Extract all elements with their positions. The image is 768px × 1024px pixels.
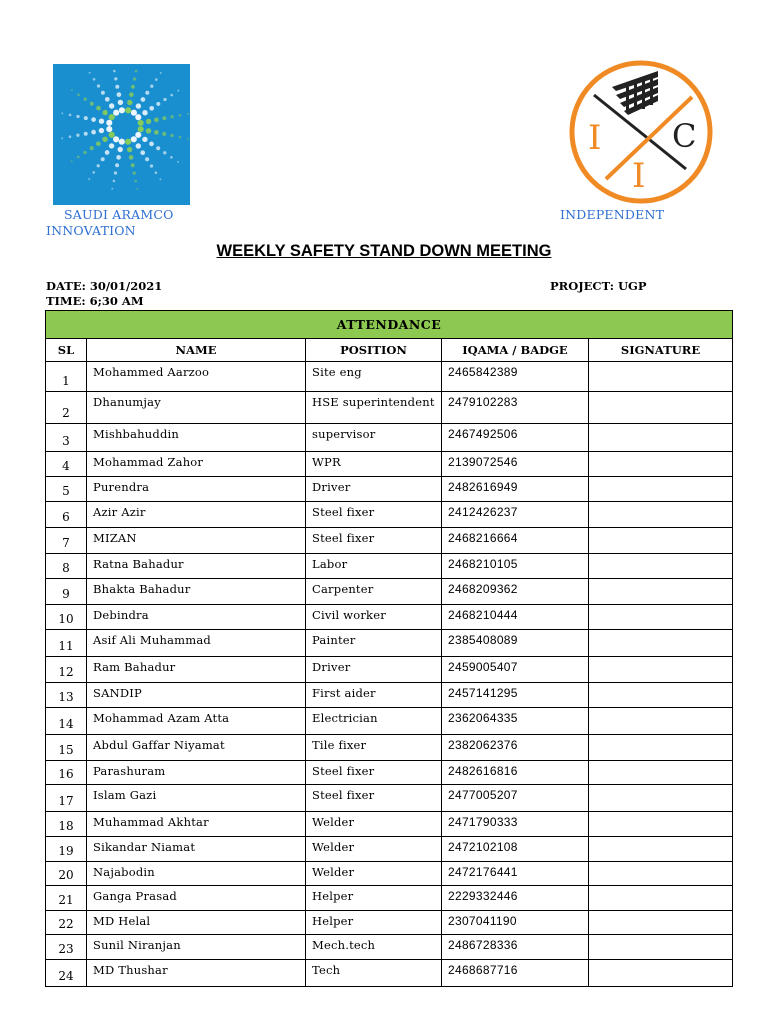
row-position: supervisor: [306, 424, 442, 452]
row-signature: [589, 528, 733, 554]
row-badge: 2482616949: [442, 477, 589, 502]
row-name: Najabodin: [87, 862, 306, 886]
row-sl: 6: [46, 502, 87, 528]
row-badge: 2468209362: [442, 579, 589, 605]
row-sl: 15: [46, 735, 87, 761]
row-position: WPR: [306, 452, 442, 477]
col-header-badge: IQAMA / BADGE: [442, 339, 589, 362]
table-row: [46, 735, 733, 761]
row-sl: 7: [46, 528, 87, 554]
table-row: [46, 935, 733, 960]
row-name: Dhanumjay: [87, 392, 306, 424]
col-header-sl: SL: [46, 339, 87, 362]
row-signature: [589, 911, 733, 935]
row-signature: [589, 735, 733, 761]
row-sl: 19: [46, 837, 87, 862]
table-row: [46, 812, 733, 837]
row-position: Welder: [306, 812, 442, 837]
row-sl: 23: [46, 935, 87, 960]
row-name: Purendra: [87, 477, 306, 502]
row-badge: 2472102108: [442, 837, 589, 862]
row-sl: 1: [46, 362, 87, 392]
row-signature: [589, 502, 733, 528]
row-badge: 2477005207: [442, 785, 589, 812]
row-signature: [589, 785, 733, 812]
row-signature: [589, 960, 733, 987]
row-badge: 2482616816: [442, 761, 589, 785]
row-name: MD Thushar: [87, 960, 306, 987]
row-sl: 13: [46, 683, 87, 708]
page-title: WEEKLY SAFETY STAND DOWN MEETING: [216, 242, 552, 260]
table-row: [46, 605, 733, 630]
table-row: [46, 452, 733, 477]
row-sl: 16: [46, 761, 87, 785]
ici-letter-3: I: [632, 156, 646, 196]
row-position: Steel fixer: [306, 528, 442, 554]
table-row: [46, 392, 733, 424]
row-signature: [589, 477, 733, 502]
row-name: Asif Ali Muhammad: [87, 630, 306, 657]
row-badge: 2139072546: [442, 452, 589, 477]
row-sl: 18: [46, 812, 87, 837]
row-signature: [589, 392, 733, 424]
table-row: [46, 785, 733, 812]
row-badge: 2479102283: [442, 392, 589, 424]
row-position: Steel fixer: [306, 785, 442, 812]
row-sl: 11: [46, 630, 87, 657]
row-position: Steel fixer: [306, 761, 442, 785]
table-row: [46, 554, 733, 579]
row-badge: 2385408089: [442, 630, 589, 657]
col-header-signature: SIGNATURE: [589, 339, 733, 362]
row-name: Ratna Bahadur: [87, 554, 306, 579]
attendance-table: [45, 310, 733, 987]
row-sl: 10: [46, 605, 87, 630]
row-badge: 2459005407: [442, 657, 589, 683]
row-name: Parashuram: [87, 761, 306, 785]
row-position: Helper: [306, 911, 442, 935]
row-signature: [589, 424, 733, 452]
table-row: [46, 657, 733, 683]
row-position: Electrician: [306, 708, 442, 735]
row-badge: 2471790333: [442, 812, 589, 837]
row-name: Azir Azir: [87, 502, 306, 528]
row-name: Abdul Gaffar Niyamat: [87, 735, 306, 761]
row-name: MD Helal: [87, 911, 306, 935]
row-sl: 9: [46, 579, 87, 605]
row-sl: 24: [46, 960, 87, 987]
row-signature: [589, 812, 733, 837]
aramco-star-icon: [53, 64, 190, 205]
ici-emblem-icon: [566, 57, 716, 207]
row-sl: 8: [46, 554, 87, 579]
row-signature: [589, 683, 733, 708]
row-name: Bhakta Bahadur: [87, 579, 306, 605]
row-badge: 2468216664: [442, 528, 589, 554]
row-name: Mohammed Aarzoo: [87, 362, 306, 392]
row-position: Mech.tech: [306, 935, 442, 960]
table-row: [46, 424, 733, 452]
col-header-name: NAME: [87, 339, 306, 362]
row-signature: [589, 837, 733, 862]
row-signature: [589, 935, 733, 960]
table-row: [46, 862, 733, 886]
row-sl: 14: [46, 708, 87, 735]
attendance-band: [46, 311, 733, 339]
row-name: MIZAN: [87, 528, 306, 554]
row-badge: 2468210444: [442, 605, 589, 630]
row-badge: 2382062376: [442, 735, 589, 761]
row-sl: 20: [46, 862, 87, 886]
row-signature: [589, 886, 733, 911]
row-badge: 2472176441: [442, 862, 589, 886]
row-sl: 12: [46, 657, 87, 683]
row-sl: 4: [46, 452, 87, 477]
row-position: Tile fixer: [306, 735, 442, 761]
meeting-time: TIME: 6;30 AM: [46, 294, 144, 308]
attendance-heading: ATTENDANCE: [46, 311, 733, 339]
row-badge: 2467492506: [442, 424, 589, 452]
row-name: SANDIP: [87, 683, 306, 708]
row-signature: [589, 362, 733, 392]
row-position: Civil worker: [306, 605, 442, 630]
row-position: Welder: [306, 837, 442, 862]
row-position: Carpenter: [306, 579, 442, 605]
row-badge: 2486728336: [442, 935, 589, 960]
row-badge: 2468210105: [442, 554, 589, 579]
row-signature: [589, 554, 733, 579]
row-signature: [589, 761, 733, 785]
row-sl: 5: [46, 477, 87, 502]
table-header-row: [46, 339, 733, 362]
project-name: PROJECT: UGP: [550, 279, 647, 293]
row-position: Driver: [306, 477, 442, 502]
row-signature: [589, 657, 733, 683]
row-name: Muhammad Akhtar: [87, 812, 306, 837]
logo-right-caption: INDEPENDENT: [560, 207, 665, 222]
row-position: Labor: [306, 554, 442, 579]
row-position: Driver: [306, 657, 442, 683]
row-name: Mishbahuddin: [87, 424, 306, 452]
table-row: [46, 886, 733, 911]
table-row: [46, 837, 733, 862]
row-position: Painter: [306, 630, 442, 657]
row-sl: 17: [46, 785, 87, 812]
row-name: Sunil Niranjan: [87, 935, 306, 960]
row-badge: 2412426237: [442, 502, 589, 528]
table-row: [46, 708, 733, 735]
row-position: Helper: [306, 886, 442, 911]
row-badge: 2229332446: [442, 886, 589, 911]
logo-left-caption-line2: INNOVATION: [46, 223, 136, 238]
table-row: [46, 362, 733, 392]
table-row: [46, 579, 733, 605]
row-position: Tech: [306, 960, 442, 987]
row-position: Site eng: [306, 362, 442, 392]
meeting-date: DATE: 30/01/2021: [46, 279, 163, 293]
row-badge: 2307041190: [442, 911, 589, 935]
row-name: Ram Bahadur: [87, 657, 306, 683]
row-signature: [589, 605, 733, 630]
row-badge: 2465842389: [442, 362, 589, 392]
row-signature: [589, 862, 733, 886]
row-signature: [589, 579, 733, 605]
row-signature: [589, 452, 733, 477]
row-position: Welder: [306, 862, 442, 886]
col-header-position: POSITION: [306, 339, 442, 362]
table-row: [46, 630, 733, 657]
table-row: [46, 477, 733, 502]
row-sl: 3: [46, 424, 87, 452]
row-badge: 2362064335: [442, 708, 589, 735]
row-signature: [589, 708, 733, 735]
row-name: Sikandar Niamat: [87, 837, 306, 862]
ici-logo: [566, 57, 716, 207]
row-name: Mohammad Azam Atta: [87, 708, 306, 735]
row-position: Steel fixer: [306, 502, 442, 528]
row-name: Debindra: [87, 605, 306, 630]
saudi-aramco-logo: [53, 64, 190, 205]
row-name: Ganga Prasad: [87, 886, 306, 911]
row-sl: 22: [46, 911, 87, 935]
row-badge: 2468687716: [442, 960, 589, 987]
table-row: [46, 528, 733, 554]
row-sl: 21: [46, 886, 87, 911]
table-row: [46, 960, 733, 987]
row-sl: 2: [46, 392, 87, 424]
row-signature: [589, 630, 733, 657]
table-row: [46, 683, 733, 708]
ici-letter-2: C: [672, 117, 697, 155]
table-row: [46, 502, 733, 528]
row-name: Islam Gazi: [87, 785, 306, 812]
logo-left-caption-line1: SAUDI ARAMCO: [64, 207, 174, 222]
row-name: Mohammad Zahor: [87, 452, 306, 477]
ici-letter-1: I: [588, 118, 602, 158]
table-row: [46, 761, 733, 785]
table-row: [46, 911, 733, 935]
row-position: First aider: [306, 683, 442, 708]
row-badge: 2457141295: [442, 683, 589, 708]
row-position: HSE superintendent: [306, 392, 442, 424]
